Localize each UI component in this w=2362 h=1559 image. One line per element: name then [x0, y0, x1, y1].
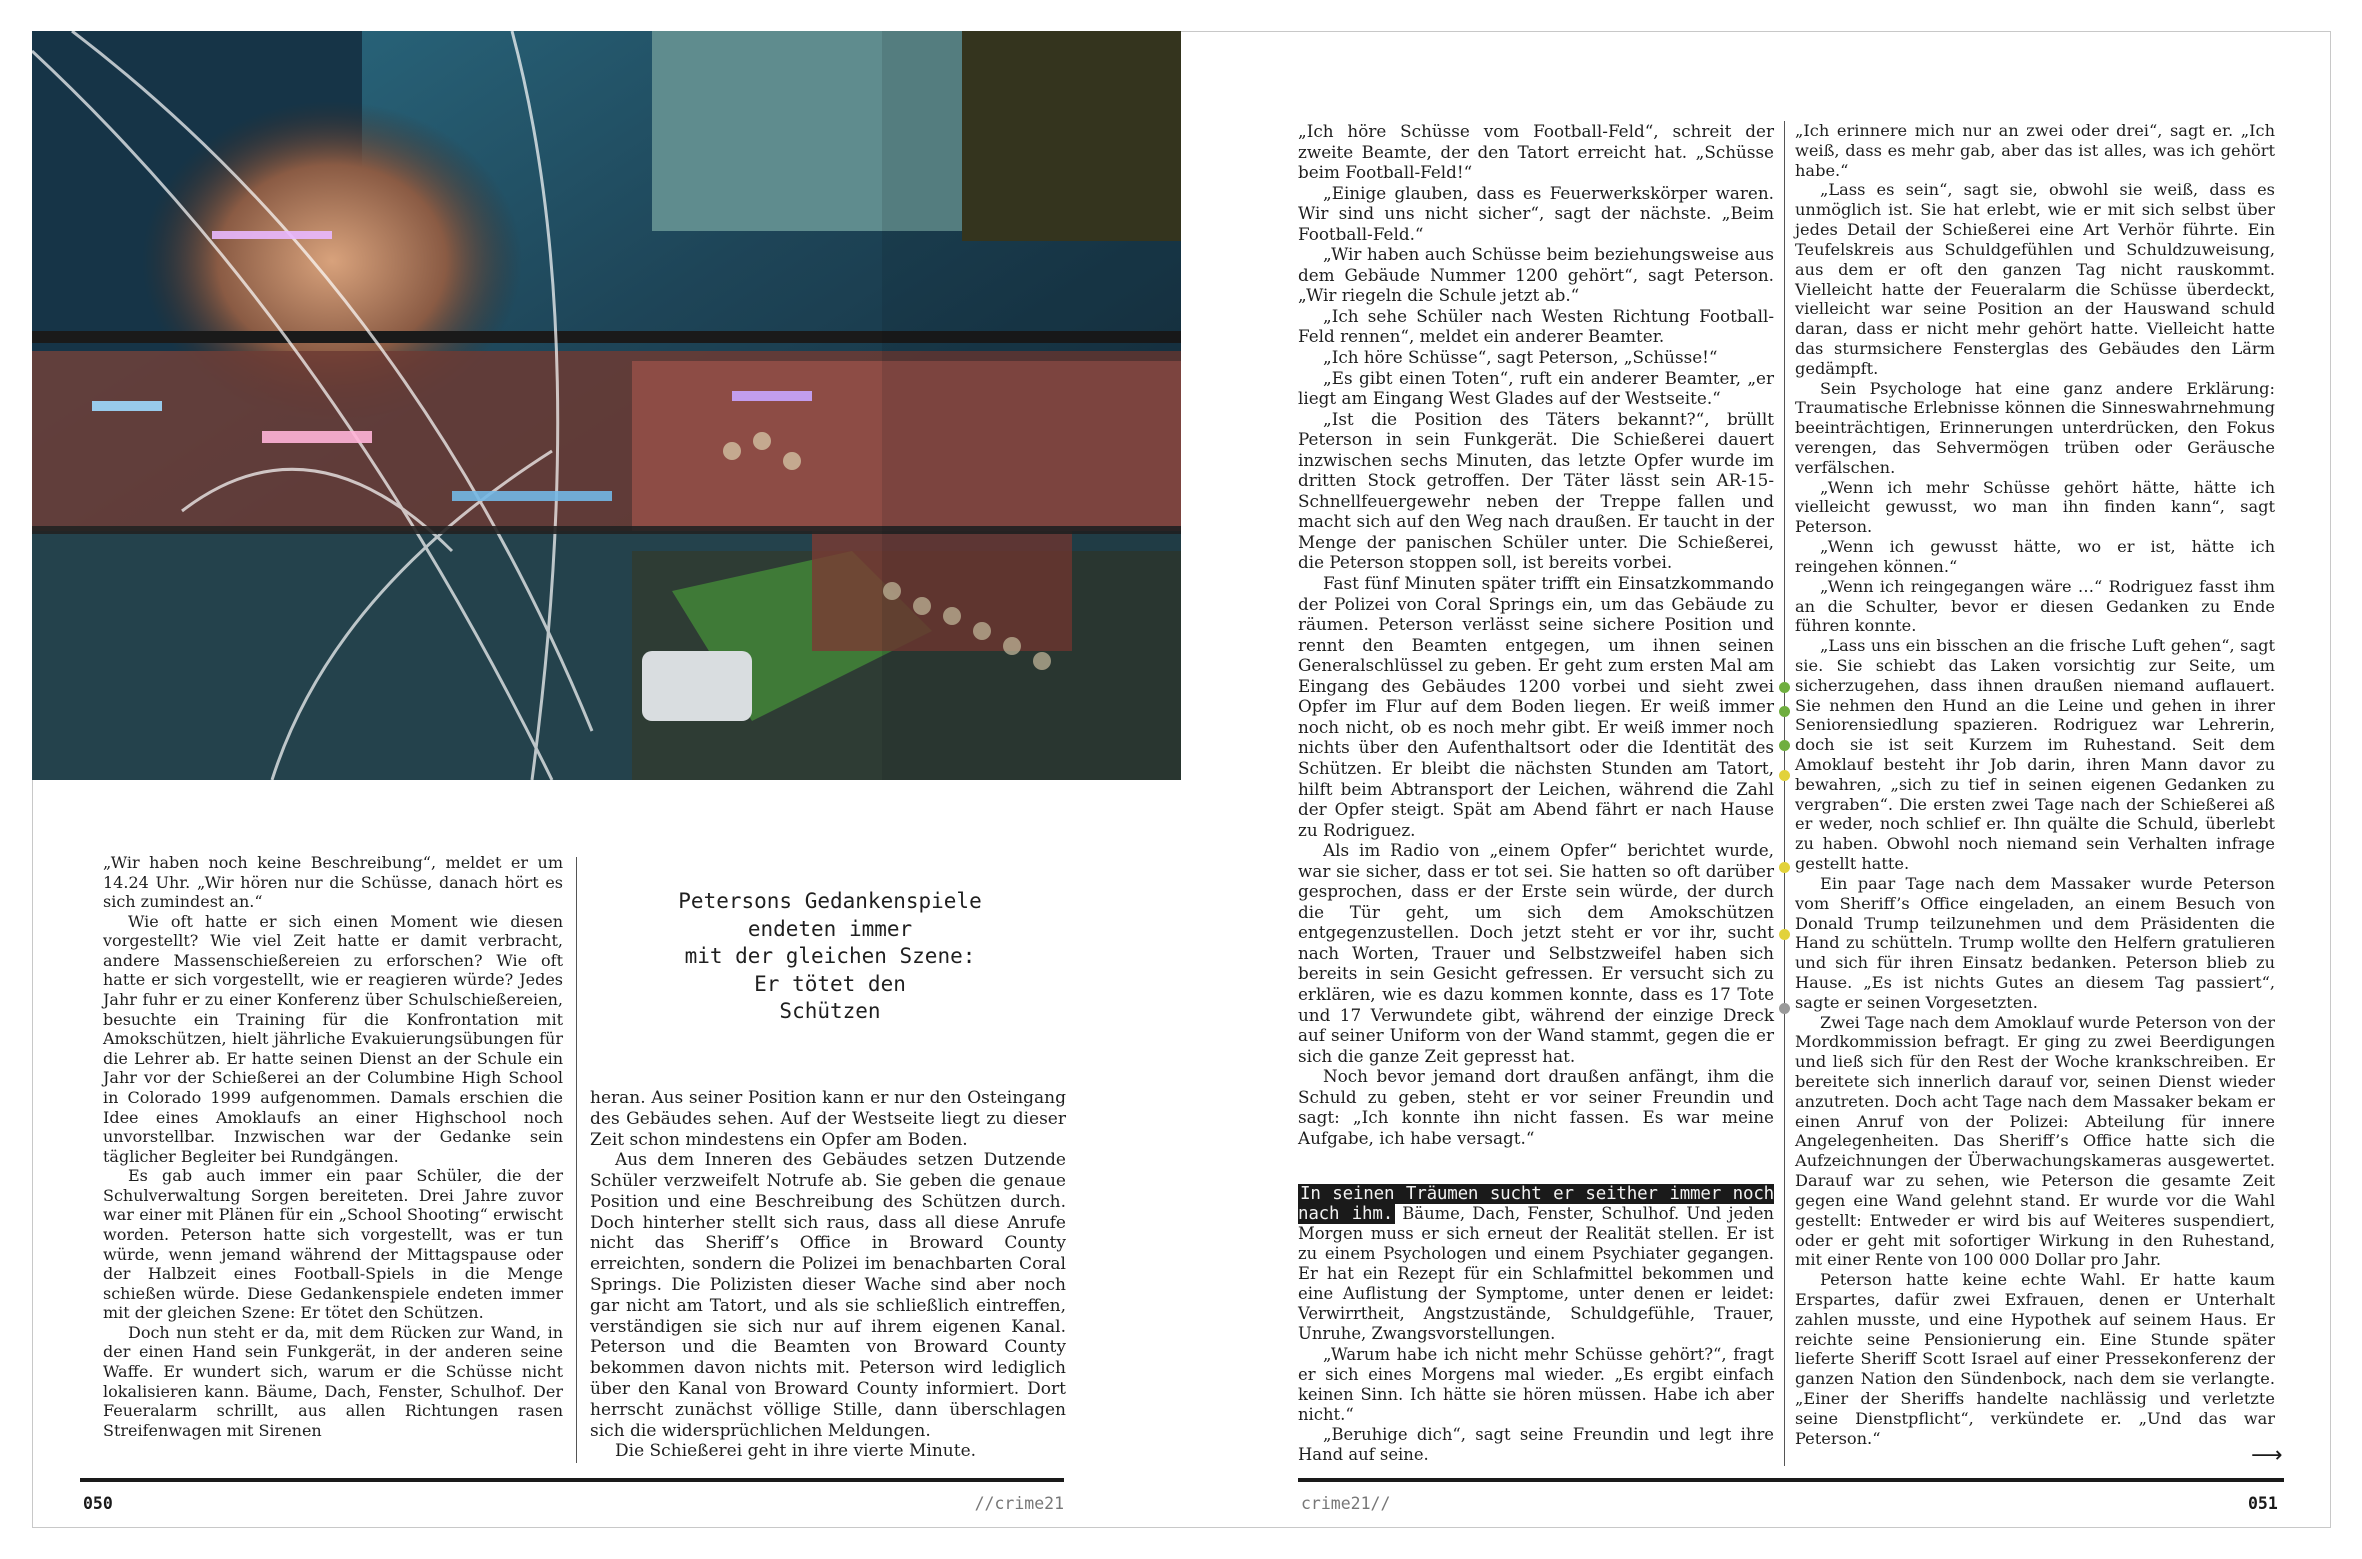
footer-rule [80, 1478, 1064, 1482]
margin-marker-dot [1779, 682, 1790, 693]
page-number: 050 [83, 1494, 113, 1513]
paragraph: „Ich höre Schüsse vom Football-Feld“, schreit der zweite Beamte, der den Tatort erreicht hat. „Schüsse beim Football-Feld!“ [1298, 121, 1774, 183]
paragraph: „Wenn ich gewusst hätte, wo er ist, hätte ich reingehen können.“ [1795, 537, 2275, 576]
bottom-frame-line [1181, 1527, 2331, 1528]
paragraph: Aus dem Inneren des Gebäudes setzen Dutzende Schüler verzweifelt Notrufe ab. Sie geben die genaue Position und eine Beschreibung des Schützen durch. Doch hinterher stellt sich raus, dass all diese Anrufe nicht das Sheriff’s Office in Broward County erreichten, sondern die Polizei im benachbarten Coral Springs. Die Polizisten dieser Wache sind aber noch gar nicht am Tatort, und als sie schließlich eintreffen, verständigen sie sich nur auf ihrem eigenen Kanal. Peterson und die Beamten von Broward County bekommen davon nichts mit. Peterson wird lediglich über den Kanal von Broward County informiert. Dort herrscht zunächst völlige Stille, dann überschlagen sich die widersprüchlichen Meldungen. [590, 1150, 1066, 1441]
margin-marker-dot [1779, 706, 1790, 717]
right-column-1-section [1298, 1184, 1774, 1465]
left-column-1 [103, 853, 563, 1440]
paragraph: Sein Psychologe hat eine ganz andere Erklärung: Traumatische Erlebnisse können die Sinneswahrnehmung beeinträchtigen, Erinnerungen unterdrücken, den Fokus verengen, das Sehvermögen trüben oder Geräusche verfälschen. [1795, 378, 2275, 477]
paragraph: Es gab auch immer ein paar Schüler, die der Schulverwaltung Sorgen bereiteten. Drei Jahre zuvor war einer mit Plänen für ein „School Shooting“ erwischt worden. Peterson hatte sich vorgestellt, was er tun würde, wenn jemand während der Mittagspause oder der Halbzeit eines Football-Spiels in die Menge schießen würde. Diese Gedankenspiele endeten immer mit der gleichen Szene: Er tötet den Schützen. [103, 1166, 563, 1323]
paragraph: Peterson hatte keine echte Wahl. Er hatte kaum Erspartes, dafür zwei Exfrauen, denen er Unterhalt zahlen musste, und eine Hypothek auf seinem Haus. Er reichte seine Pensionierung ein. Eine Stunde später lieferte Sheriff Scott Israel auf einer Pressekonferenz der ganzen Nation den Sündenbock, nach dem sie verlangte. „Einer der Sheriffs handelte nachlässig und verletzte seine Dienstpflicht“, verkündete er. „Und das war Peterson.“ [1795, 1270, 2275, 1448]
paragraph: „Lass uns ein bisschen an die frische Luft gehen“, sagt sie. Sie schiebt das Laken vorsichtig zur Seite, um sicherzugehen, dass ihnen draußen niemand auflauert. Sie nehmen den Hund an die Leine und gehen in ihrer Seniorensiedlung spazieren. Rodriguez war Lehrerin, doch sie ist seit Kurzem im Ruhestand. Seit dem Amoklauf besteht ihr Job darin, ihren Mann davor zu bewahren, „sich zu tief in seinen eigenen Gedanken zu vergraben“. Die ersten zwei Tage nach der Schießerei aß er weder, noch schlief er. Ihn quälte die Schuld, überlebt zu haben. Obwohl noch niemand sein Verhalten infrage gestellt hatte. [1795, 636, 2275, 874]
magazine-name: crime21// [1301, 1494, 1391, 1513]
paragraph: Noch bevor jemand dort draußen anfängt, ihm die Schuld zu geben, steht er vor seiner Freundin und sagt: „Ich konnte ihn nicht fassen. Es war meine Aufgabe, ich habe versagt.“ [1298, 1066, 1774, 1148]
section-opening-paragraph [1298, 1184, 1774, 1345]
paragraph: „Wir haben noch keine Beschreibung“, meldet er um 14.24 Uhr. „Wir hören nur die Schüsse, danach hört es sich zumindest an.“ [103, 853, 563, 912]
paragraph: „Warum habe ich nicht mehr Schüsse gehört?“, fragt er sich eines Morgens mal wieder. „Es ergibt einfach keinen Sinn. Ich hätte sie hören müssen. Habe ich aber nicht.“ [1298, 1344, 1774, 1424]
paragraph: Fast fünf Minuten später trifft ein Einsatzkommando der Polizei von Coral Springs ein, um das Gebäude zu räumen. Peterson verlässt seine sichere Position und rennt den Beamten entgegen, um ihnen seinen Generalschlüssel zu geben. Er geht zum ersten Mal am Eingang des Gebäudes 1200 vorbei und sieht zwei Opfer im Flur auf dem Boden liegen. Er weiß immer noch nicht, ob es noch mehr gibt. Er weiß immer noch nichts über den Aufenthaltsort oder die Identität des Schützen. Er bleibt die nächsten Stunden am Tatort, hilft beim Abtransport der Leichen, während die Zahl der Opfer steigt. Spät am Abend fährt er nach Hause zu Rodriguez. [1298, 573, 1774, 840]
paragraph: „Wir haben auch Schüsse beim beziehungsweise aus dem Gebäude Nummer 1200 gehört“, sagt Peterson. „Wir riegeln die Schule jetzt ab.“ [1298, 244, 1774, 306]
paragraph: „Ist die Position des Täters bekannt?“, brüllt Peterson in sein Funkgerät. Die Schießerei dauert inzwischen sechs Minuten, das letzte Opfer wurde im dritten Stock getroffen. Der Täter lässt sein AR-15-Schnellfeuergewehr neben der Treppe fallen und macht sich auf den Weg nach draußen. Er taucht in der Menge der panischen Schüler unter. Die Schießerei, die Peterson stoppen soll, ist bereits vorbei. [1298, 408, 1774, 573]
bottom-frame-line [32, 1527, 1181, 1528]
margin-marker-dot [1779, 929, 1790, 940]
paragraph: „Lass es sein“, sagt sie, obwohl sie weiß, dass es unmöglich ist. Sie hat erlebt, wie er mit sich selbst über jedes Detail der Schießerei eine Art Verhör führte. Ein Teufelskreis aus Schuldgefühlen und Schuldzuweisung, aus dem er oft den ganzen Tag nicht rauskommt. Vielleicht hatte der Feueralarm die Schüsse überdeckt, vielleicht war seine Position an der Hauswand schuld daran, dass er nicht mehr gehört hatte. Vielleicht hatte das sturmsichere Fensterglas des Gebäudes den Lärm gedämpft. [1795, 180, 2275, 378]
margin-marker-dot [1779, 1003, 1790, 1014]
paragraph: „Ich sehe Schüler nach Westen Richtung Football-Feld rennen“, meldet ein anderer Beamter. [1298, 305, 1774, 347]
paragraph: „Ich höre Schüsse“, sagt Peterson, „Schüsse!“ [1323, 347, 1718, 368]
right-column-2 [1795, 121, 2275, 1448]
margin-marker-dot [1779, 770, 1790, 781]
right-column-1 [1298, 121, 1774, 1148]
paragraph: Doch nun steht er da, mit dem Rücken zur Wand, in der einen Hand sein Funkgerät, in der anderen seine Waffe. Er wundert sich, warum er die Schüsse nicht lokalisieren kann. Bäume, Dach, Fenster, Schulhof. Der Feueralarm schrillt, aus allen Richtungen rasen Streifenwagen mit Sirenen [103, 1322, 563, 1440]
paragraph: „Ich erinnere mich nur an zwei oder drei“, sagt er. „Ich weiß, dass es mehr gab, aber das ist alles, was ich gehört habe.“ [1795, 121, 2275, 180]
glitch-photo [32, 31, 1181, 780]
paragraph: Ein paar Tage nach dem Massaker wurde Peterson vom Sheriff’s Office eingeladen, an einem Besuch von Donald Trump teilzunehmen und dem Präsidenten die Hand zu schütteln. Trump wollte den Helfern gratulieren und sich für ihren Einsatz bedanken. Peterson blieb zu Hause. „Es ist nichts Gutes an diesem Tag passiert“, sagte er seinen Vorgesetzten. [1795, 873, 2275, 1012]
paragraph: „Beruhige dich“, sagt seine Freundin und legt ihre Hand auf seine. [1298, 1424, 1774, 1464]
section-lead-highlight: In seinen Träumen sucht er seither immer noch nach ihm. [1298, 1184, 1774, 1225]
magazine-name: //crime21 [974, 1494, 1064, 1513]
paragraph: „Einige glauben, dass es Feuerwerkskörper waren. Wir sind uns nicht sicher“, sagt der nächste. „Beim Football-Feld.“ [1298, 182, 1774, 244]
margin-marker-dot [1779, 862, 1790, 873]
paragraph: „Es gibt einen Toten“, ruft ein anderer Beamter, „er liegt am Eingang West Glades auf der Westseite.“ [1298, 367, 1774, 409]
right-frame-line [2330, 31, 2331, 1528]
paragraph: Die Schießerei geht in ihre vierte Minute. [615, 1441, 977, 1462]
paragraph: Zwei Tage nach dem Amoklauf wurde Peterson von der Mordkommission befragt. Er ging zu zwei Beerdigungen und ließ sich für den Rest der Woche krankschreiben. Er bereitete sich innerlich darauf vor, seinen Dienst wieder anzutreten. Doch acht Tage nach dem Massaker bekam er einen Anruf von der Polizei: Abteilung für innere Angelegenheiten. Das Sheriff’s Office hatte sich die Aufzeichnungen der Überwachungskameras ausgewertet. Darauf war zu sehen, wie Peterson die gesamte Zeit gegen eine Wand gelehnt stand. Er wurde vor die Wahl gestellt: Entweder er wird bis auf Weiteres suspendiert, oder er geht mit sofortiger Wirkung in den Ruhestand, mit einer Rente von 100 000 Dollar pro Jahr. [1795, 1012, 2275, 1270]
paragraph: heran. Aus seiner Position kann er nur den Osteingang des Gebäudes sehen. Auf der Westseite liegt zu dieser Zeit schon mindestens ein Opfer am Boden. [590, 1088, 1066, 1150]
column-rule [576, 857, 577, 1463]
footer-rule [1298, 1478, 2284, 1482]
left-column-2 [590, 1088, 1066, 1462]
right-page [1181, 0, 2362, 1559]
continue-arrow-icon: ⟶ [2251, 1443, 2283, 1468]
column-rule [1784, 121, 1785, 1466]
paragraph: „Wenn ich mehr Schüsse gehört hätte, hätte ich vielleicht gewusst, wo man ihn finden kann“, sagt Peterson. [1795, 477, 2275, 537]
section-lead-text: Bäume, Dach, Fenster, Schulhof. Und jeden Morgen muss er sich erneut der Realität stellen. Er ist zu einem Psychologen und einem Psychiater gegangen. Er hat ein Rezept für ein Schlafmittel bekommen und eine Auflistung der Symptome, unter denen er leidet: Verwirrtheit, Angstzustände, Schuldgefühle, Trauer, Unruhe, Zwangsvorstellungen. [1298, 1204, 1774, 1344]
paragraph: „Wenn ich reingegangen wäre …“ Rodriguez fasst ihm an die Schulter, bevor er diesen Gedanken zu Ende führen konnte. [1795, 576, 2275, 636]
pull-quote: Petersons Gedankenspiele endeten immer mit der gleichen Szene: Er tötet den Schützen [678, 889, 982, 1023]
page-number: 051 [2248, 1494, 2278, 1513]
margin-marker-dot [1779, 740, 1790, 751]
paragraph: Wie oft hatte er sich einen Moment wie diesen vorgestellt? Wie viel Zeit hatte er damit verbracht, andere Massenschießereien zu erforschen? Wie oft hatte er sich vorgestellt, wie er reagieren würde? Jedes Jahr fuhr er zu einer Konferenz über Schulschießereien, besuchte ein Training für die Konfrontation mit Amokschützen, hielt jährliche Evakuierungsübungen für die Lehrer ab. Er hatte seinen Dienst an der Schule ein Jahr vor der Schießerei an der Columbine High School in Colorado 1999 aufgenommen. Damals erschien die Idee eines Amoklaufs an einer Highschool noch unvorstellbar. Inzwischen war der Gedanke sein täglicher Begleiter bei Rundgängen. [103, 911, 563, 1166]
paragraph: Als im Radio von „einem Opfer“ berichtet wurde, war sie sicher, dass er tot sei. Sie hatten so oft darüber gesprochen, dass er der Erste sein würde, der durch die Tür geht, um sich dem Amokschützen entgegenzustellen. Doch jetzt steht er vor ihr, sucht nach Worten, Trauer und Selbstzweifel haben sich bereits in sein Gesicht gefressen. Er versucht sich zu erklären, wie es dazu kommen konnte, dass es 17 Tote und 17 Verwundete gibt, während der einzige Dreck auf seiner Uniform von der Wand stammt, gegen die er sich die ganze Zeit gepresst hat. [1298, 840, 1774, 1066]
top-frame-line [1181, 31, 2331, 32]
